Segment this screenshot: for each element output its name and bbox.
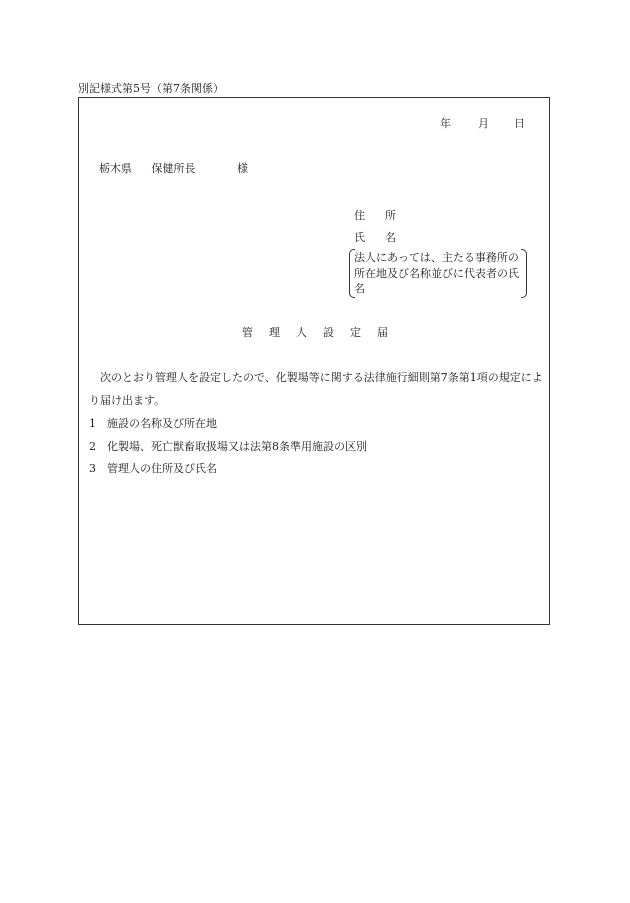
applicant-name-label: 氏 名	[354, 231, 396, 244]
date-year-label: 年	[440, 117, 451, 130]
corporation-note: 法人にあっては、主たる事務所の所在地及び名称並びに代表者の氏名	[349, 249, 527, 298]
addressee-chief: 保健所長	[151, 162, 196, 175]
addressee	[99, 160, 248, 176]
addressee-honorific: 様	[237, 162, 248, 175]
list-item: 3 管理人の住所及び氏名	[89, 462, 217, 475]
list-item: 1 施設の名称及び所在地	[89, 417, 217, 430]
applicant-address-label: 住 所	[354, 209, 396, 222]
list-item: 2 化製場、死亡獣畜取扱場又は法第8条準用施設の区別	[89, 440, 367, 453]
body-text: 次のとおり管理人を設定したので、化製場等に関する法律施行細則第7条第1項の規定により届け出ます。	[89, 371, 543, 407]
date-line	[440, 115, 525, 131]
document-title: 管 理 人 設 定 届	[242, 326, 388, 339]
form-number-label: 別記様式第5号（第7条関係）	[78, 82, 224, 95]
date-month-label: 月	[478, 117, 489, 130]
date-day-label: 日	[514, 117, 525, 130]
addressee-prefecture: 栃木県	[99, 162, 132, 175]
form-frame	[78, 97, 550, 625]
